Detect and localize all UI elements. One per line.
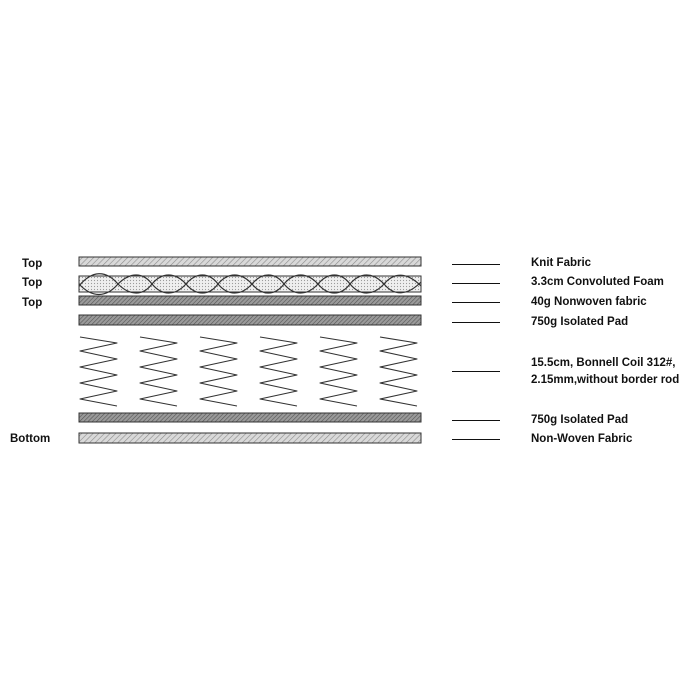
isolated-pad-top-layer [79, 315, 421, 325]
side-label-top-knit: Top [22, 258, 43, 270]
leader-line-isolated-pad-top [452, 322, 500, 323]
bonnell-coil-spring-icon [260, 337, 297, 406]
leader-line-nonwoven-bottom [452, 439, 500, 440]
bonnell-coil-spring-icon [80, 337, 117, 406]
bonnell-coil-spring-icon [320, 337, 357, 406]
bonnell-coil-layer [80, 337, 417, 406]
side-label-top-nonwoven: Top [22, 297, 43, 309]
label-bonnell-coil-line1: 15.5cm, Bonnell Coil 312#, [531, 357, 676, 369]
leader-line-nonwoven-top [452, 302, 500, 303]
bonnell-coil-spring-icon [380, 337, 417, 406]
leader-line-knit-fabric [452, 264, 500, 265]
convoluted-foam-layer [79, 274, 421, 295]
leader-line-convoluted-foam [452, 283, 500, 284]
bonnell-coil-spring-icon [200, 337, 237, 406]
label-nonwoven-top: 40g Nonwoven fabric [531, 296, 647, 308]
nonwoven-top-layer [79, 296, 421, 305]
bonnell-coil-spring-icon [140, 337, 177, 406]
isolated-pad-bottom-layer [79, 413, 421, 422]
leader-line-isolated-pad-bottom [452, 420, 500, 421]
label-isolated-pad-bottom: 750g Isolated Pad [531, 414, 629, 426]
label-bonnell-coil-line2: 2.15mm,without border rod [531, 374, 680, 386]
nonwoven-bottom-layer [79, 433, 421, 443]
label-isolated-pad-top: 750g Isolated Pad [531, 316, 629, 328]
label-knit-fabric: Knit Fabric [531, 257, 592, 269]
side-label-top-foam: Top [22, 277, 43, 289]
side-label-bottom: Bottom [10, 433, 51, 445]
leader-line-bonnell-coil [452, 371, 500, 372]
knit-fabric-layer [79, 257, 421, 266]
label-convoluted-foam: 3.3cm Convoluted Foam [531, 276, 664, 288]
label-nonwoven-bottom: Non-Woven Fabric [531, 433, 633, 445]
